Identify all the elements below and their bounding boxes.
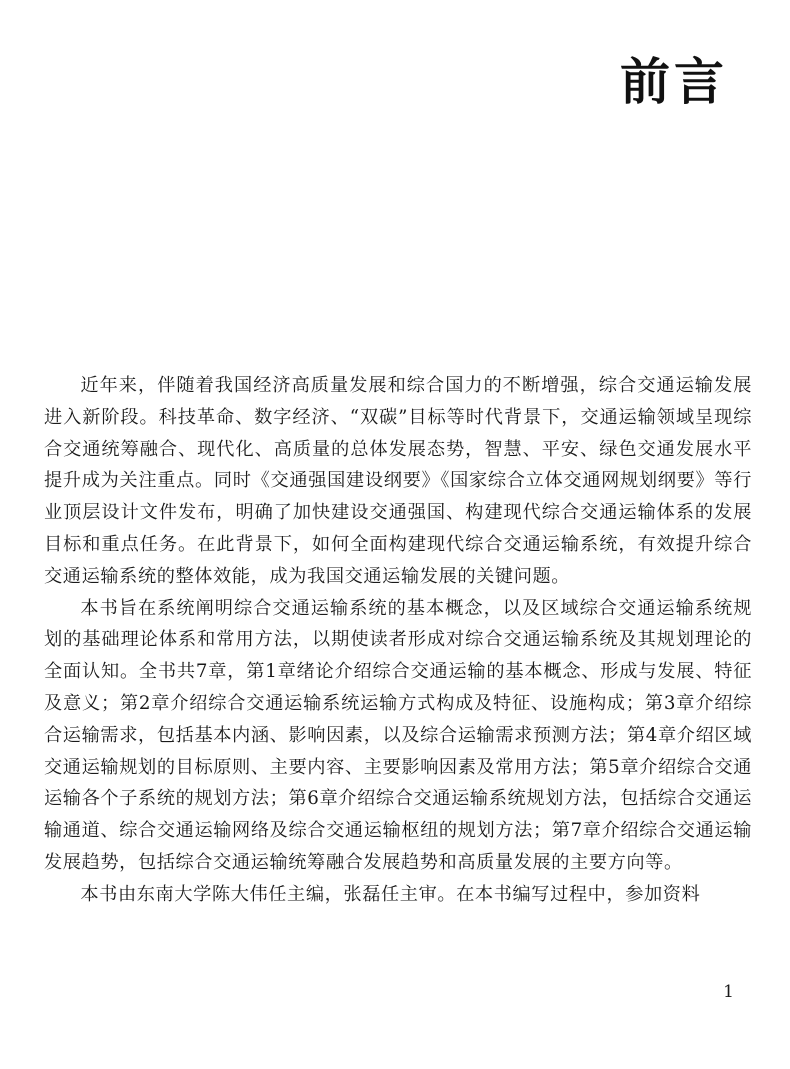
page-number: 1	[723, 982, 734, 1002]
page-title: 前言	[620, 53, 728, 111]
paragraph-3: 本书由东南大学陈大伟任主编，张磊任主审。在本书编写过程中，参加资料	[80, 883, 701, 905]
paragraph-2: 本书旨在系统阐明综合交通运输系统的基本概念，以及区域综合交通运输系统规划的基础理论体系和常用方法，以期使读者形成对综合交通运输系统及其规划理论的全面认知。全书共7章，第1章绪论介绍综合交通运输的基本概念、形成与发展、特征及意义；第2章介绍综合交通运输系统运输方式构成及特征、设施构成；第3章介绍综合运输需求，包括基本内涵、影响因素，以及综合运输需求预测方法；第4章介绍区域交通运输规划的目标原则、主要内容、主要影响因素及常用方法；第5章介绍综合交通运输各个子系统的规划方法；第6章介绍综合交通运输系统规划方法，包括综合交通运输通道、综合交通运输网络及综合交通运输枢纽的规划方法；第7章介绍综合交通运输发展趋势，包括综合交通运输统筹融合发展趋势和高质量发展的主要方向等。	[44, 597, 752, 873]
preface-body	[44, 370, 752, 911]
paragraph-1: 近年来，伴随着我国经济高质量发展和综合国力的不断增强，综合交通运输发展进入新阶段。科技革命、数字经济、“双碳”目标等时代背景下，交通运输领域呈现综合交通统筹融合、现代化、高质量的总体发展态势，智慧、平安、绿色交通发展水平提升成为关注重点。同时《交通强国建设纲要》《国家综合立体交通网规划纲要》等行业顶层设计文件发布，明确了加快建设交通强国、构建现代综合交通运输体系的发展目标和重点任务。在此背景下，如何全面构建现代综合交通运输系统，有效提升综合交通运输系统的整体效能，成为我国交通运输发展的关键问题。	[44, 375, 752, 587]
